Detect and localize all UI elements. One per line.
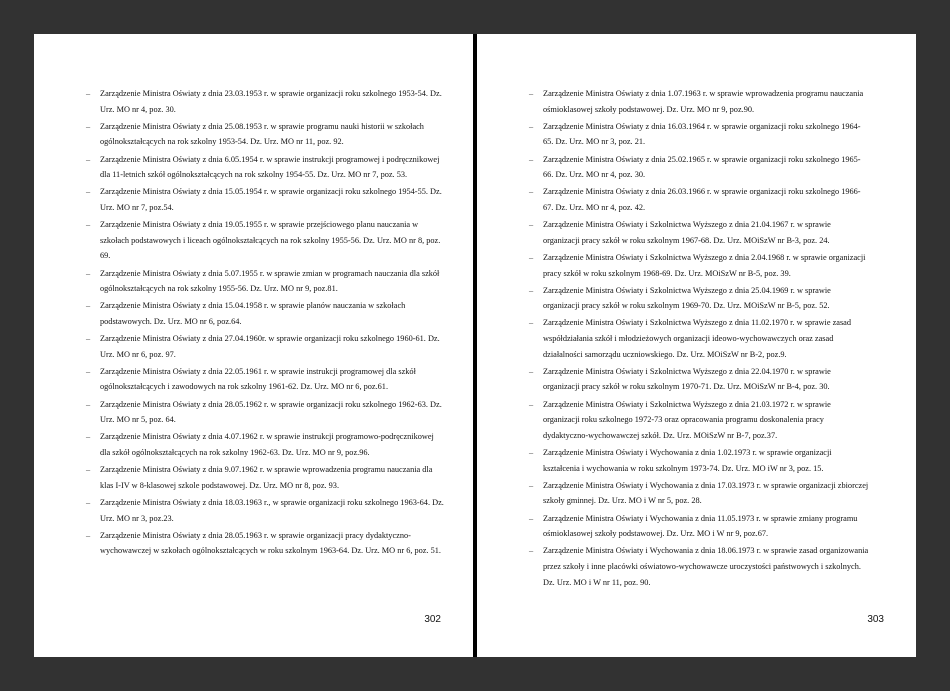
list-item: – Zarządzenie Ministra Oświaty z dnia 25.02.1965 r. w sprawie organizacji roku szkolnego 1965-66. Dz. Urz. MO nr 4, poz. 30. — [529, 152, 869, 183]
list-item: – Zarządzenie Ministra Oświaty z dnia 5.07.1955 r. w sprawie zmian w programach nauczania dla szkół ogólnokształcących na rok szkolny 1955-56. Dz. Urz. MO nr 9, poz.81. — [86, 266, 446, 297]
list-item: – Zarządzenie Ministra Oświaty i Szkolnictwa Wyższego z dnia 22.04.1970 r. w sprawie organizacji pracy szkół w roku szkolnym 1970-71. Dz. Urz. MOiSzW nr B-4, poz. 30. — [529, 364, 869, 395]
list-item: – Zarządzenie Ministra Oświaty i Szkolnictwa Wyższego z dnia 21.03.1972 r. w sprawie organizacji roku szkolnego 1972-73 oraz opracowania programu doskonalenia pracy dydaktyczno-wychowawczej szkół. Dz. Urz. MOiSzW nr B-7, poz.37. — [529, 397, 869, 444]
list-item: – Zarządzenie Ministra Oświaty z dnia 25.08.1953 r. w sprawie programu nauki historii w szkołach ogólnokształcących na rok szkolny 1953-54. Dz. Urz. MO nr 11, poz. 92. — [86, 119, 446, 150]
page-number-left: 302 — [424, 614, 441, 625]
list-item: – Zarządzenie Ministra Oświaty z dnia 23.03.1953 r. w sprawie organizacji roku szkolnego 1953-54. Dz. Urz. MO nr 4, poz. 30. — [86, 86, 446, 117]
list-item: – Zarządzenie Ministra Oświaty i Wychowania z dnia 18.06.1973 r. w sprawie zasad organizowania przez szkoły i inne placówki oświatowo-wychowawcze uroczystości państwowych i szkolnych. Dz. Urz. MO i W nr 11, poz. 90. — [529, 543, 869, 590]
list-item: – Zarządzenie Ministra Oświaty z dnia 22.05.1961 r. w sprawie instrukcji programowej dla szkół ogólnokształcących i zawodowych na rok szkolny 1961-62. Dz. Urz. MO nr 6, poz.61. — [86, 364, 446, 395]
list-item: – Zarządzenie Ministra Oświaty i Szkolnictwa Wyższego z dnia 25.04.1969 r. w sprawie organizacji pracy szkół w roku szkolnym 1969-70. Dz. Urz. MOiSzW nr B-5, poz. 52. — [529, 283, 869, 314]
right-page — [476, 34, 916, 657]
list-item: – Zarządzenie Ministra Oświaty z dnia 28.05.1963 r. w sprawie organizacji pracy dydaktyczno-wychowawczej w szkołach ogólnokształcących w roku szkolnym 1963-64. Dz. Urz. MO nr 6, poz. 51. — [86, 528, 446, 559]
list-item: – Zarządzenie Ministra Oświaty z dnia 6.05.1954 r. w sprawie instrukcji programowej i podręcznikowej dla 11-letnich szkół ogólnokształcących na rok szkolny 1954-55. Dz. Urz. MO nr 7, poz. 53. — [86, 152, 446, 183]
list-item: – Zarządzenie Ministra Oświaty i Wychowania z dnia 17.03.1973 r. w sprawie organizacji zbiorczej szkoły gminnej. Dz. Urz. MO i W nr 5, poz. 28. — [529, 478, 869, 509]
list-item: – Zarządzenie Ministra Oświaty z dnia 1.07.1963 r. w sprawie wprowadzenia programu nauczania ośmioklasowej szkoły podstawowej. Dz. Urz. MO nr 9, poz.90. — [529, 86, 869, 117]
list-item: – Zarządzenie Ministra Oświaty z dnia 26.03.1966 r. w sprawie organizacji roku szkolnego 1966-67. Dz. Urz. MO nr 4, poz. 42. — [529, 184, 869, 215]
list-item: – Zarządzenie Ministra Oświaty i Szkolnictwa Wyższego z dnia 2.04.1968 r. w sprawie organizacji pracy szkół w roku szkolnym 1968-69. Dz. Urz. MOiSzW nr B-5, poz. 39. — [529, 250, 869, 281]
left-entry-list — [86, 86, 446, 561]
list-item: – Zarządzenie Ministra Oświaty z dnia 15.04.1958 r. w sprawie planów nauczania w szkołach podstawowych. Dz. Urz. MO nr 6, poz.64. — [86, 298, 446, 329]
left-page — [34, 34, 474, 657]
list-item: – Zarządzenie Ministra Oświaty z dnia 19.05.1955 r. w sprawie przejściowego planu nauczania w szkołach podstawowych i liceach ogólnokształcących na rok szkolny 1955-56. Dz. Urz. MO nr 8, poz. 69. — [86, 217, 446, 264]
list-item: – Zarządzenie Ministra Oświaty i Szkolnictwa Wyższego z dnia 21.04.1967 r. w sprawie organizacji pracy szkół w roku szkolnym 1967-68. Dz. Urz. MOiSzW nr B-3, poz. 24. — [529, 217, 869, 248]
list-item: – Zarządzenie Ministra Oświaty z dnia 15.05.1954 r. w sprawie organizacji roku szkolnego 1954-55. Dz. Urz. MO nr 7, poz.54. — [86, 184, 446, 215]
list-item: – Zarządzenie Ministra Oświaty z dnia 18.03.1963 r., w sprawie organizacji roku szkolnego 1963-64. Dz. Urz. MO nr 3, poz.23. — [86, 495, 446, 526]
list-item: – Zarządzenie Ministra Oświaty z dnia 4.07.1962 r. w sprawie instrukcji programowo-podręcznikowej dla szkół ogólnokształcących na rok szkolny 1962-63. Dz. Urz. MO nr 9, poz.96. — [86, 429, 446, 460]
list-item: – Zarządzenie Ministra Oświaty z dnia 9.07.1962 r. w sprawie wprowadzenia programu nauczania dla klas I-IV w 8-klasowej szkole podstawowej. Dz. Urz. MO nr 8, poz. 93. — [86, 462, 446, 493]
list-item: – Zarządzenie Ministra Oświaty z dnia 16.03.1964 r. w sprawie organizacji roku szkolnego 1964-65. Dz. Urz. MO nr 3, poz. 21. — [529, 119, 869, 150]
list-item: – Zarządzenie Ministra Oświaty i Wychowania z dnia 1.02.1973 r. w sprawie organizacji kształcenia i wychowania w roku szkolnym 1973-74. Dz. Urz. MO iW nr 3, poz. 15. — [529, 445, 869, 476]
list-item: – Zarządzenie Ministra Oświaty i Szkolnictwa Wyższego z dnia 11.02.1970 r. w sprawie zasad współdziałania szkół i młodzieżowych organizacji ideowo-wychowawczych oraz zasad działalności samorządu uczniowskiego. Dz. Urz. MOiSzW nr B-2, poz.9. — [529, 315, 869, 362]
list-item: – Zarządzenie Ministra Oświaty z dnia 27.04.1960r. w sprawie organizacji roku szkolnego 1960-61. Dz. Urz. MO nr 6, poz. 97. — [86, 331, 446, 362]
list-item: – Zarządzenie Ministra Oświaty i Wychowania z dnia 11.05.1973 r. w sprawie zmiany programu ośmioklasowej szkoły podstawowej. Dz. Urz. MO i W nr 9, poz.67. — [529, 511, 869, 542]
page-number-right: 303 — [867, 614, 884, 625]
right-entry-list — [529, 86, 869, 592]
list-item: – Zarządzenie Ministra Oświaty z dnia 28.05.1962 r. w sprawie organizacji roku szkolnego 1962-63. Dz. Urz. MO nr 5, poz. 64. — [86, 397, 446, 428]
